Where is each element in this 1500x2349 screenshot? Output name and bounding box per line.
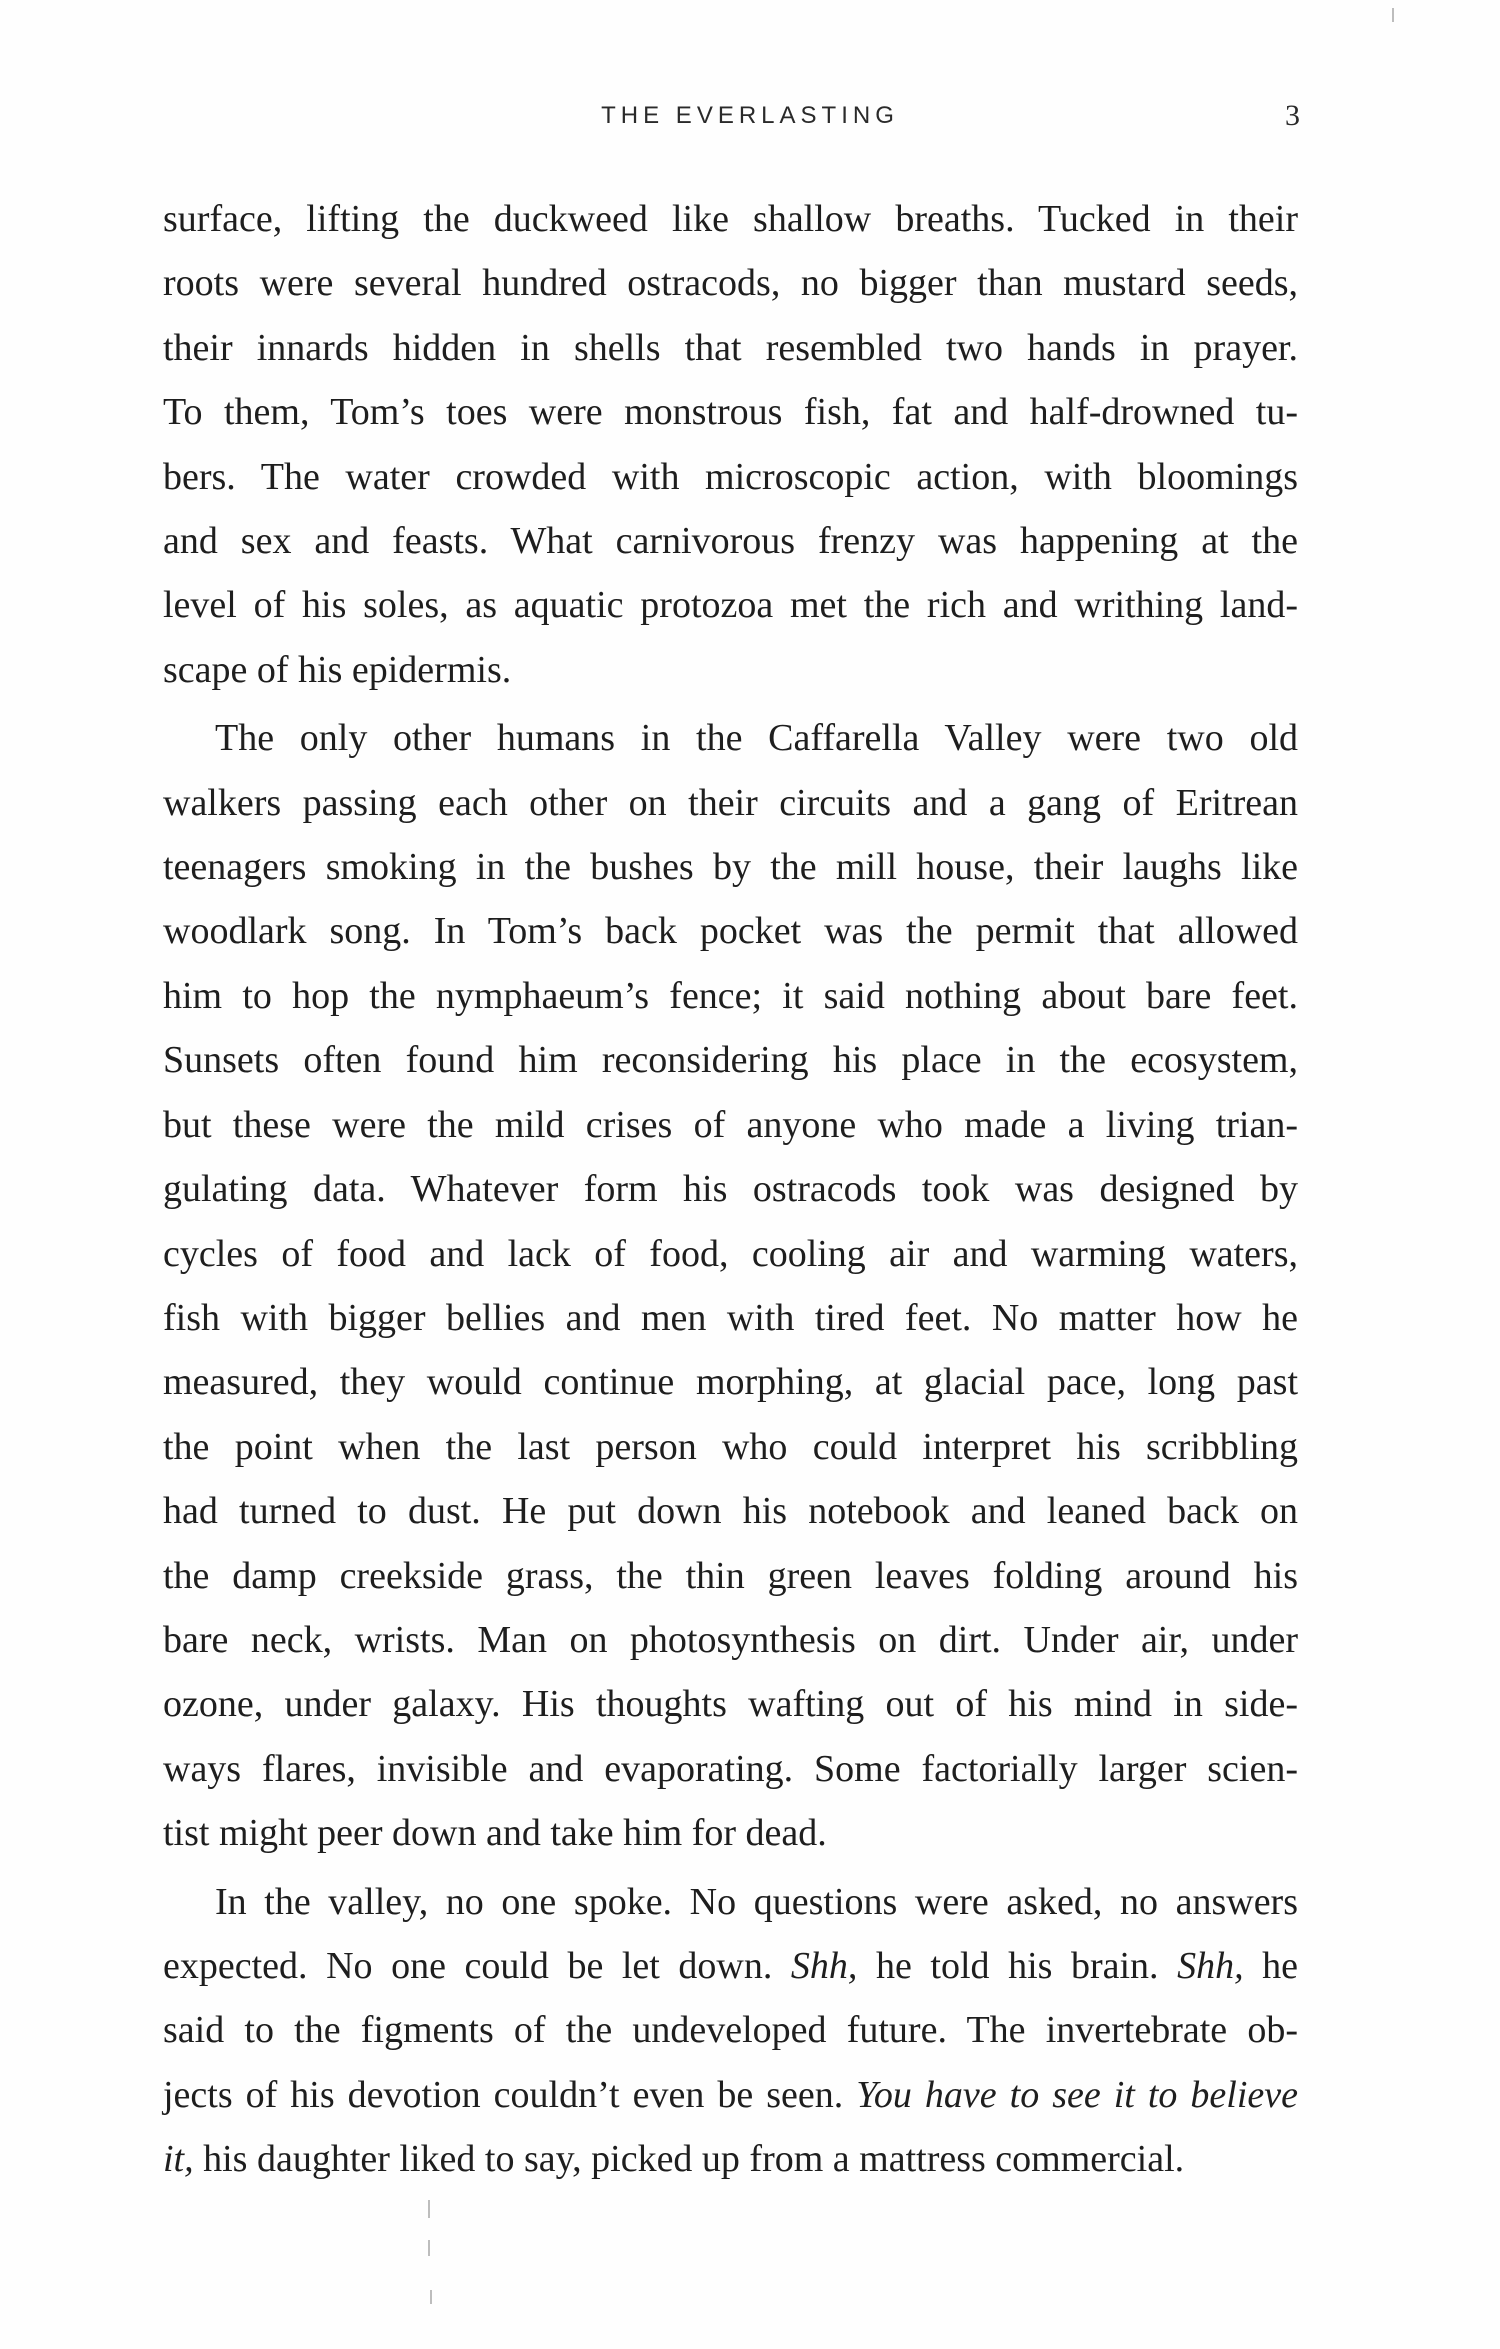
text-line <box>163 1934 1298 1998</box>
text-line: fish with bigger bellies and men with tired feet. No matter how he <box>163 1296 1298 1339</box>
italic-text: it, <box>163 2138 194 2181</box>
paragraph-2 <box>163 706 1298 1865</box>
text-line: The only other humans in the Caffarella Valley were two old <box>215 717 1298 760</box>
running-head <box>0 96 1500 136</box>
text-line: walkers passing each other on their circuits and a gang of Eritrean <box>163 781 1298 824</box>
text-line: ways flares, invisible and evaporating. Some factorially larger scien- <box>163 1747 1298 1790</box>
page-number: 3 <box>1285 99 1300 132</box>
text-span: jects of his devotion couldn’t even be seen. <box>163 2073 844 2116</box>
text-line: had turned to dust. He put down his notebook and leaned back on <box>163 1490 1298 1533</box>
body-text <box>163 187 1298 2192</box>
text-span: he told his brain. <box>875 1944 1159 1987</box>
italic-text: You have to see it to believe <box>856 2073 1298 2116</box>
scan-mark <box>428 2200 430 2218</box>
text-span: he <box>1262 1944 1299 1987</box>
text-span: his daughter liked to say, picked up from a mattress commercial. <box>203 2138 1185 2181</box>
text-line: surface, lifting the duckweed like shallow breaths. Tucked in their <box>163 198 1298 240</box>
text-line: level of his soles, as aquatic protozoa met the rich and writhing land- <box>163 584 1298 627</box>
text-line: roots were several hundred ostracods, no bigger than mustard seeds, <box>163 262 1298 305</box>
text-line: tist might peer down and take him for dead. <box>163 1812 827 1855</box>
text-line: but these were the mild crises of anyone who made a living trian- <box>163 1103 1298 1146</box>
text-line: the point when the last person who could interpret his scribbling <box>163 1425 1298 1468</box>
text-line: woodlark song. In Tom’s back pocket was the permit that allowed <box>163 910 1298 953</box>
paragraph-3 <box>163 1870 1298 2192</box>
paragraph-1 <box>163 187 1298 702</box>
text-line: the damp creekside grass, the thin green leaves folding around his <box>163 1554 1298 1597</box>
text-line: To them, Tom’s toes were monstrous fish, fat and half-drowned tu- <box>163 391 1298 434</box>
text-line: measured, they would continue morphing, at glacial pace, long past <box>163 1361 1298 1404</box>
text-line: scape of his epidermis. <box>163 648 512 691</box>
text-span: expected. No one could be let down. <box>163 1944 773 1987</box>
scan-mark <box>428 2240 430 2256</box>
text-line <box>163 2063 1298 2127</box>
text-line: gulating data. Whatever form his ostracods took was designed by <box>163 1168 1298 1211</box>
book-title: THE EVERLASTING <box>601 102 899 129</box>
text-line: bers. The water crowded with microscopic action, with bloomings <box>163 455 1298 498</box>
scan-mark <box>1392 8 1394 22</box>
text-line: teenagers smoking in the bushes by the mill house, their laughs like <box>163 846 1298 889</box>
text-line: him to hop the nymphaeum’s fence; it said nothing about bare feet. <box>163 974 1298 1017</box>
text-line: bare neck, wrists. Man on photosynthesis on dirt. Under air, under <box>163 1618 1298 1661</box>
italic-text: Shh, <box>1177 1944 1244 1987</box>
text-line: said to the figments of the undeveloped future. The invertebrate ob- <box>163 2009 1298 2052</box>
text-line: In the valley, no one spoke. No questions were asked, no answers <box>215 1880 1298 1923</box>
scan-mark <box>430 2290 432 2304</box>
text-line: cycles of food and lack of food, cooling air and warming waters, <box>163 1232 1298 1275</box>
text-line: and sex and feasts. What carnivorous frenzy was happening at the <box>163 520 1298 563</box>
italic-text: Shh, <box>790 1944 858 1987</box>
text-line: ozone, under galaxy. His thoughts wafting out of his mind in side- <box>163 1683 1298 1726</box>
text-line: their innards hidden in shells that resembled two hands in prayer. <box>163 326 1298 369</box>
text-line <box>163 2127 1298 2191</box>
text-line: Sunsets often found him reconsidering his place in the ecosystem, <box>163 1039 1298 1082</box>
